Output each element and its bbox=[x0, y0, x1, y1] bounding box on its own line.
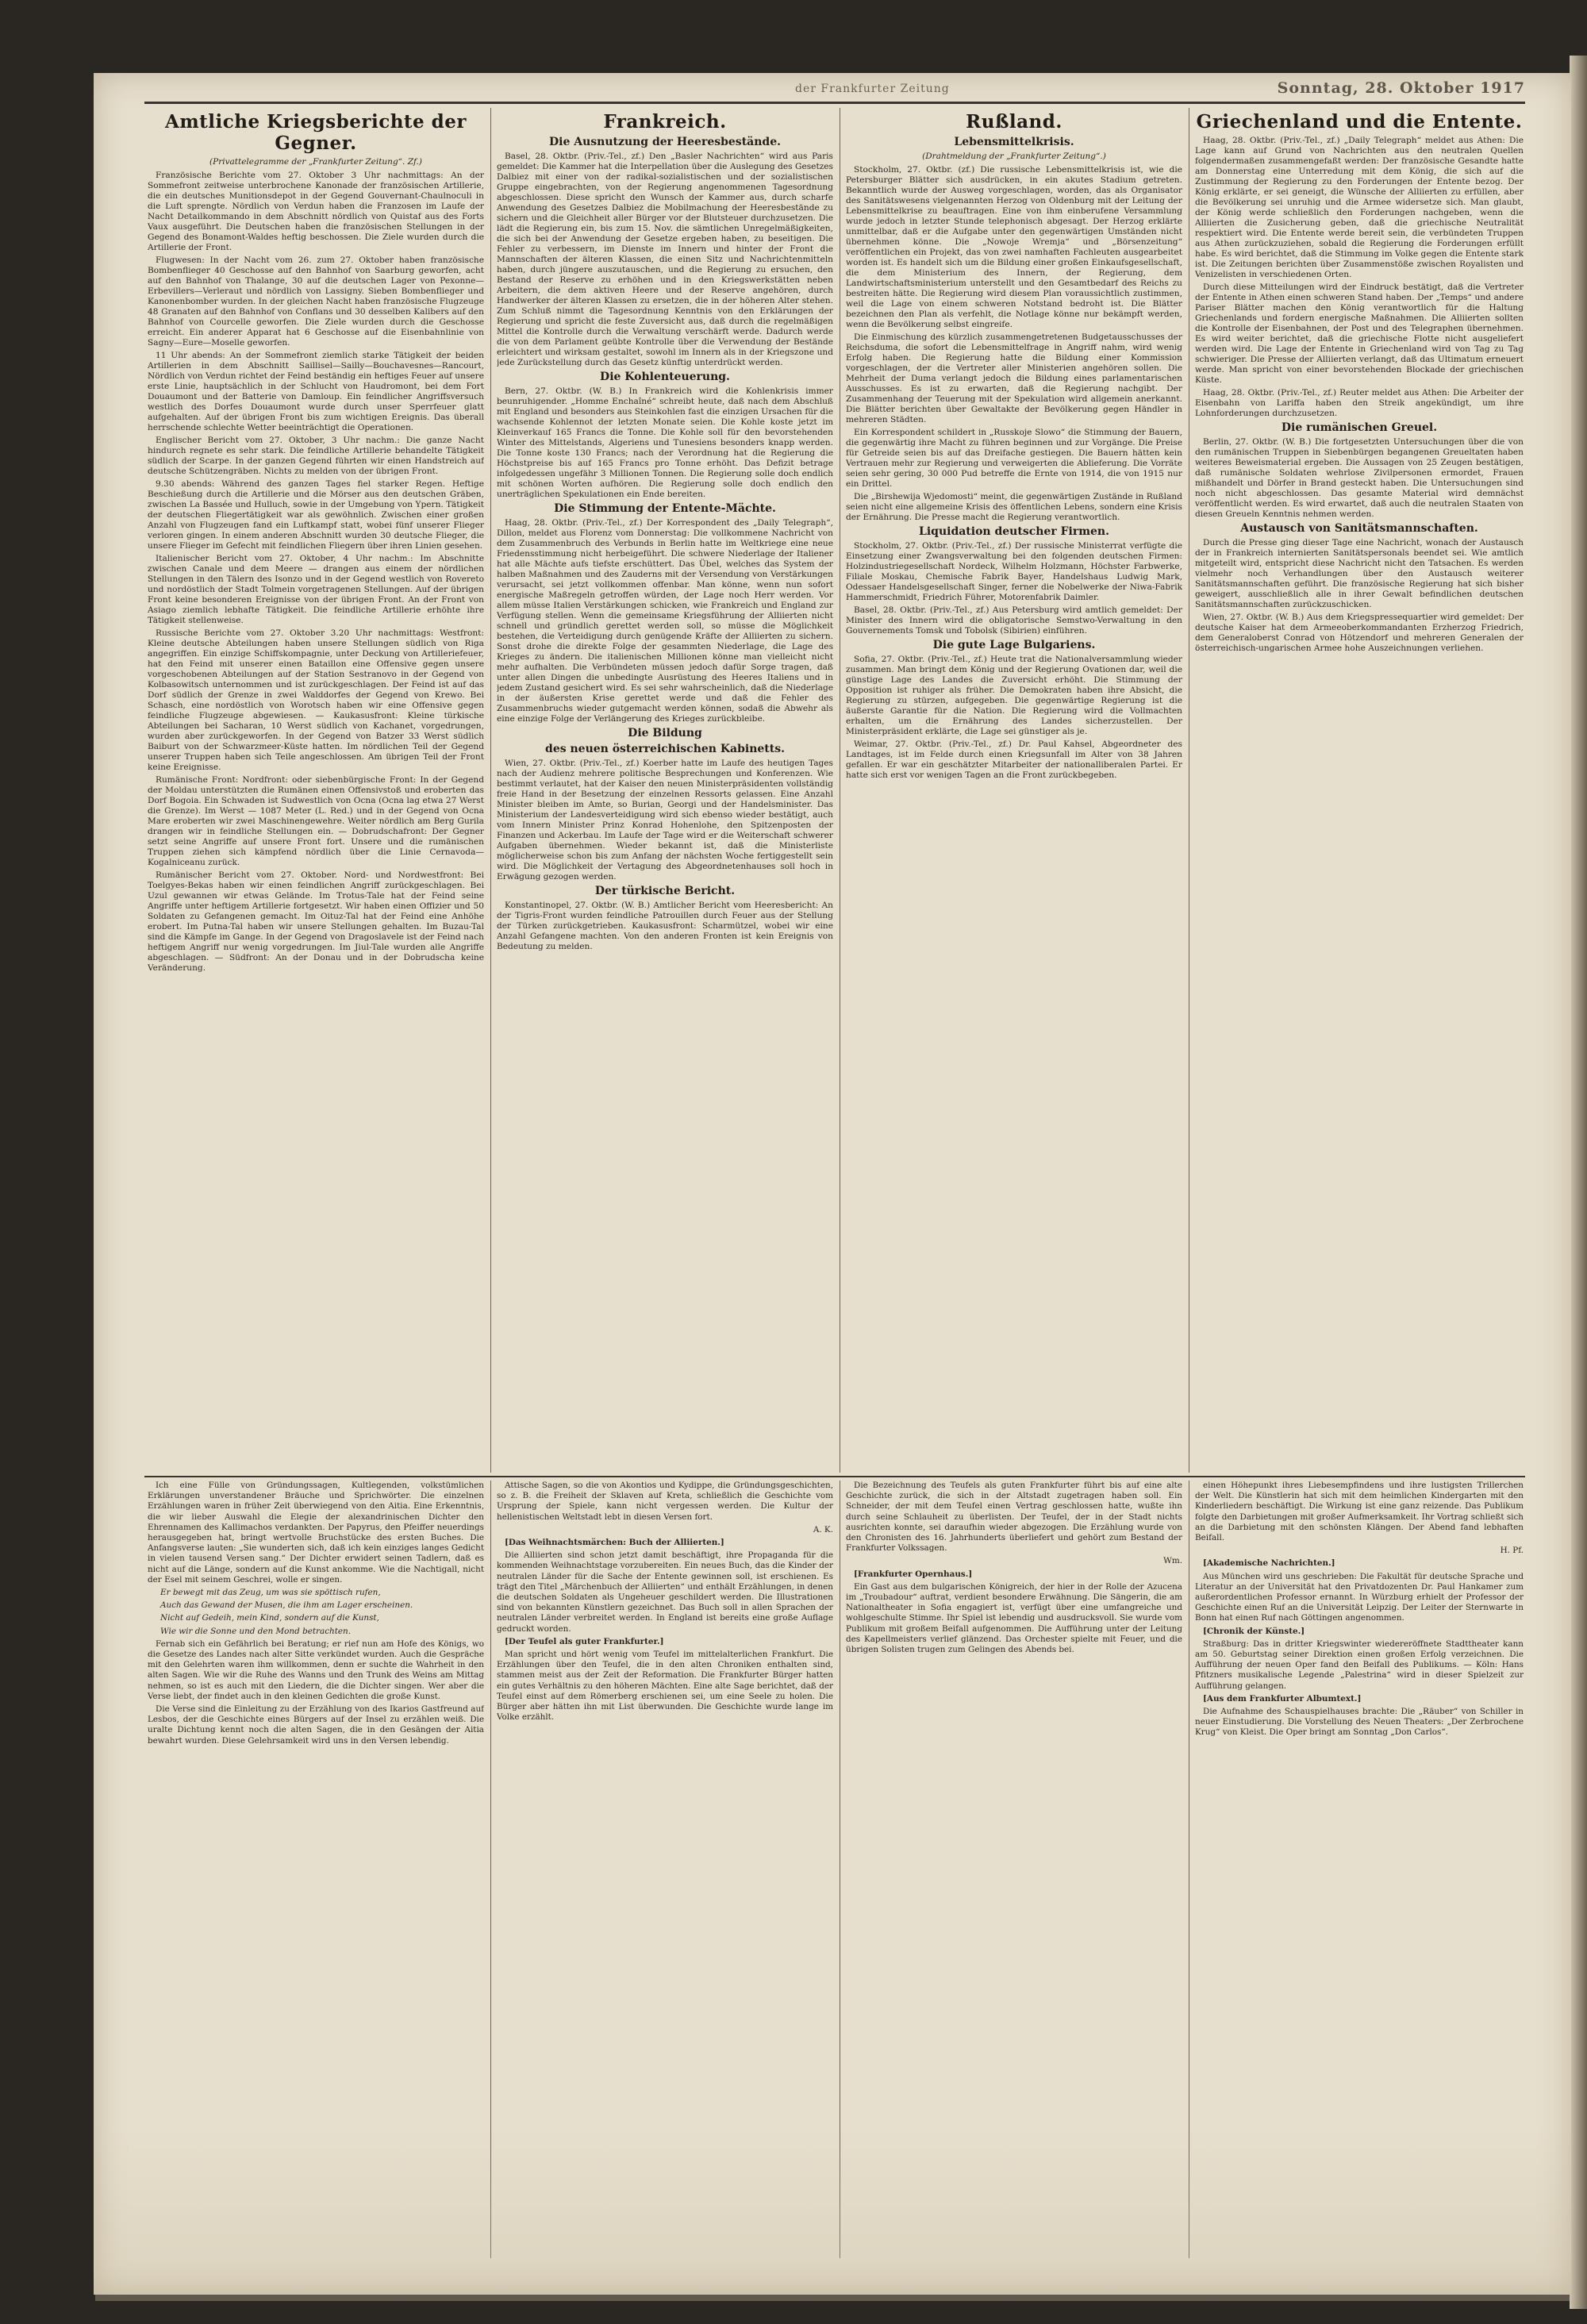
col4-paragraph: Durch diese Mitteilungen wird der Eindruck bestätigt, daß die Vertreter der Entente in Athen einen schweren Stand haben. Der „Temps“ und andere Pariser Blätter machen den König verantwortlich für die Haltung Griechenlands und fordern energische Maßnahmen. Die Alliierten sollten die Kontrolle der Eisenbahnen, der Post und des Telegraphen übernehmen. Es wird weiter berichtet, daß die griechische Flotte nicht ausgeliefert werden wird. Die Lage der Entente in Griechenland wird von Tag zu Tag schwieriger. Die Presse der Alliierten verlangt, daß das Ultimatum erneuert werde. Man spricht von einer bevorstehenden Blockade der griechischen Küste. bbox=[1195, 282, 1524, 385]
feuilleton-heading: [Aus dem Frankfurter Albumtext.] bbox=[1203, 1693, 1362, 1704]
header-rule bbox=[144, 102, 1525, 104]
col3-paragraph: Stockholm, 27. Oktbr. (zf.) Die russische Lebensmittelkrisis ist, wie die Petersburger Blätter sich ausdrücken, in ein akutes Stadium getreten. Bekanntlich wurde der Ausweg vorgeschlagen, worden, das als Organisator des Sanitätswesens vielgenannten Herzog von Oldenburg mit der Leitung der Lebensmittelkrise zu beauftragen. Eine von ihm einberufene Versammlung wurde jedoch in letzter Stunde telephonisch abgesagt. Der Herzog erklärte unmittelbar, daß er die Aufgabe unter den gegenwärtigen Umständen nicht übernehmen könne. Die „Nowoje Wremja“ und „Börsenzeitung“ veröffentlichen ein Projekt, das von zwei namhaften Fachleuten ausgearbeitet worden ist. Es handelt sich um die Bildung einer großen Einkaufsgesellschaft, die dem Ministerium des Innern, der Regierung, dem Landwirtschaftsministerium unterstellt und den Gesamtbedarf des Reichs zu bestreiten hätte. Die Regierung wird diesem Plan voraussichtlich zustimmen, weil die Lage von einem schweren Notstand bedroht ist. Die Blätter bezeichnen den Plan als verfehlt, die Notlage könne nur bekämpft werden, wenn die Bevölkerung selbst eingreife. bbox=[846, 165, 1182, 329]
col2-heading: Die Kohlenteuerung. bbox=[600, 371, 730, 383]
column-greece bbox=[1195, 108, 1524, 1473]
col3-subtitle: (Drahtmeldung der „Frankfurter Zeitung“.) bbox=[922, 152, 1106, 161]
col3-paragraph: Ein Korrespondent schildert in „Russkoje Slowo“ die Stimmung der Bauern, die gegenwärtig ihre Macht zu führen beginnen und zur Vorgänge. Die Preise für Getreide seien bis auf das Dreifache gestiegen. Die Bauern hätten kein Vertrauen mehr zur Regierung und verweigerten die Ablieferung. Die Vorräte seien sehr gering, 30 000 Pud betreffe die Ernte von 1914, die von 1915 nur ein Drittel. bbox=[846, 428, 1182, 489]
feuilleton-heading: [Der Teufel als guter Frankfurter.] bbox=[505, 1636, 664, 1646]
author-signature: A. K. bbox=[813, 1524, 833, 1535]
col4-paragraph: Wien, 27. Oktbr. (W. B.) Aus dem Kriegspressequartier wird gemeldet: Der deutsche Kaiser hat dem Armeeoberkommandanten Erzherzog Friedrich, dem Generaloberst Conrad von Hötzendorf und mehreren Generalen der österreichisch-ungarischen Armee hohe Auszeichnungen verliehen. bbox=[1195, 613, 1524, 653]
col2-paragraph: Basel, 28. Oktbr. (Priv.-Tel., zf.) Den „Basler Nachrichten“ wird aus Paris gemeldet: Die Kammer hat die Interpellation über die Auslegung des Gesetzes Dalbiez mit einer von der radikal-sozialistischen und der sozialistischen Gruppe eingebrachten, von der Regierung angenommenen Tagesordnung abgeschlossen. Diese spricht den Wunsch der Kammer aus, durch scharfe Anwendung des Gesetzes Dalbiez die Mobilmachung der Heeresbestände zu sichern und die Gleichheit aller Bürger vor der Blutsteuer durchzusetzen. Die lädt die Regierung ein, bis zum 15. Nov. die sämtlichen Unregelmäßigkeiten, die sich bei der Anwendung der Gesetze ergeben haben, zu beseitigen. Die Fehler zu verbessern, im Dienste im Innern und hinter der Front die Mannschaften der älteren Klassen, die einen Sitz und Nachrichtenmitteln haben, durch jüngere auszutauschen, und die Regierung zu ersuchen, den Bestand der Reserve zu erhöhen und in den Kriegswerkstätten neben Arbeitern, die dem aktiven Heere und der Reserve angehören, durch Handwerker der älteren Klassen zu ersetzen, die in der höheren Alter stehen. Zum Schluß nimmt die Tagesordnung Kenntnis von den Erklärungen der Regierung und spricht die feste Zuversicht aus, daß durch die regelmäßigen Mittel die Kontrolle durch die Verwaltung verschärft werde. Dadurch werde die von dem Parlament geübte Kontrolle über die Verwendung der Bestände erleichtert und wirksam gestaltet, sowohl im Innern als in der Kriegszone und jede Zurückstellung durch das Gesetz künftig unterdrückt werden. bbox=[497, 152, 833, 367]
col4-heading: Die rumänischen Greuel. bbox=[1281, 421, 1438, 434]
feuilleton-paragraph: Die Verse sind die Einleitung zu der Erzählung von des Ikarios Gastfreund auf Lesbos, der die Geschichte eines Bürgers auf der Insel zu erzählen weiß. Die uralte Dichtung kennt noch die alten Sagen, die in den Gesängen der Aitia bewahrt wurden. Diese Gelehrsamkeit wird uns in den Versen lebendig. bbox=[148, 1704, 484, 1746]
col3-paragraph: Weimar, 27. Oktbr. (Priv.-Tel., zf.) Dr. Paul Kahsel, Abgeordneter des Landtages, ist im Felde durch einen Kriegsunfall im Alter von 38 Jahren gefallen. Er war ein geschätzter Mitarbeiter der nationalliberalen Partei. Er hatte sich erst vor wenigen Tagen an die Front zurückbegeben. bbox=[846, 739, 1182, 780]
feuilleton-paragraph: Die Bezeichnung des Teufels als guten Frankfurter führt bis auf eine alte Geschichte zurück, die sich in der Altstadt zugetragen haben soll. Ein Schneider, der mit dem Teufel einen Vertrag geschlossen hatte, wußte ihn durch seine Schlauheit zu überlisten. Der Teufel, der in der Stadt nichts ausrichten konnte, sei daraufhin wieder abgezogen. Die Erzählung wurde von den Chronisten des 16. Jahrhunderts überliefert und gehört zum Bestand der Frankfurter Volkssagen. bbox=[846, 1481, 1182, 1554]
feuilleton-heading: [Das Weihnachtsmärchen: Buch der Alliierten.] bbox=[505, 1538, 724, 1548]
feuilleton-heading: [Frankfurter Opernhaus.] bbox=[854, 1569, 973, 1579]
feuilleton-heading: [Akademische Nachrichten.] bbox=[1203, 1558, 1335, 1569]
feuilleton-paragraph: Ein Gast aus dem bulgarischen Königreich, der hier in der Rolle der Azucena im „Troubadour“ auftrat, verdient besondere Erwähnung. Die Sängerin, die am Nationaltheater in Sofia engagiert ist, verfügt über eine umfangreiche und wohlgeschulte Stimme. Ihr Spiel ist lebendig und ausdrucksvoll. Sie wurde vom Publikum mit großem Beifall aufgenommen. Die Aufführung unter der Leitung des Kapellmeisters verlief glänzend. Das Orchester spielte mit Feuer, und die übrigen Solisten trugen zum Gelingen des Abends bei. bbox=[846, 1581, 1182, 1655]
col2-heading: des neuen österreichischen Kabinetts. bbox=[545, 743, 785, 755]
col1-paragraph: Russische Berichte vom 27. Oktober 3.20 Uhr nachmittags: Westfront: Kleine deutsche Abteilungen haben unsere Stellungen südlich von Riga angegriffen. Ein einzige Schiffskompagnie, unter Deckung von Artilleriefeuer, hat den Feind mit unserer einen Bataillon eine Offensive gegen unsere vorgeschobenen Abteilungen auf der Station Sestranovo in der Gegend von Kolbasowitsch unternommen und ist zurückgeschlagen. Der Feind ist auf das Dorf südlich der Grenze in zwei Walddorfes der Gegend von Krewo. Bei Schasch, eine nordöstlich von Worotsch haben wir eine Offensive gegen feindliche Flugzeuge abgewiesen. — Kaukasusfront: Kleine türkische Abteilungen bei Sacharan, 10 Werst südlich von Kachanet, vorgedrungen, wurden aber zurückgeworfen. In der Gegend von Batzer 33 Werst südlich Baiburt von der Schwarzmeer-Küste hatten. Im nördlichen Teil der Gegend unserer Truppen haben sich Teile angeschlossen. Am übrigen Teil der Front keine Ereignisse. bbox=[148, 628, 484, 772]
col4-paragraph: Berlin, 27. Oktbr. (W. B.) Die fortgesetzten Untersuchungen über die von den rumänischen Truppen in Siebenbürgen begangenen Greueltaten haben weiteres Beweismaterial ergeben. Die Aussagen von 25 Zeugen bestätigen, daß rumänische Soldaten wehrlose Zivilpersonen ermordet, Frauen mißhandelt und Dörfer in Brand gesteckt haben. Die Untersuchungen sind noch nicht abgeschlossen. Das gesamte Material wird demnächst veröffentlicht werden. Es wird erwartet, daß auch die neutralen Staaten von diesen Greueln Kenntnis nehmen werden. bbox=[1195, 437, 1524, 519]
col4-heading: Austausch von Sanitätsmannschaften. bbox=[1240, 522, 1478, 535]
col3-heading: Die gute Lage Bulgariens. bbox=[932, 639, 1096, 651]
header-masthead: der Frankfurter Zeitung bbox=[795, 83, 950, 95]
feuilleton-paragraph: Die Aufnahme des Schauspielhauses brachte: Die „Räuber“ von Schiller in neuer Einstudierung. Die Vorstellung des Neuen Theaters: „Der Zerbrochene Krug“ von Kleist. Die Oper bringt am Sonntag „Don Carlos“. bbox=[1195, 1707, 1524, 1738]
col3-heading: Liquidation deutscher Firmen. bbox=[919, 525, 1109, 538]
col3-paragraph: Sofia, 27. Oktbr. (Priv.-Tel., zf.) Heute trat die Nationalversammlung wieder zusammen. Man bringt dem König und der Regierung Ovationen dar, weil die günstige Lage des Landes die Zuversicht erhöht. Die Stimmung der Opposition ist ruhiger als früher. Die Demokraten haben ihre Absicht, die Regierung zu stürzen, aufgegeben. Die gegenwärtige Regierung ist die äußerste Garantie für die Nation. Die Regierung wird die Vollmachten erhalten, um die Ernährung des Landes sicherzustellen. Der Ministerpräsident erklärte, die Lage sei günstiger als je. bbox=[846, 655, 1182, 736]
feuilleton-paragraph: Die Alliierten sind schon jetzt damit beschäftigt, ihre Propaganda für die kommenden Weihnachtstage vorzubereiten. Ein neues Buch, das die Kinder der neutralen Länder für die Sache der Entente gewinnen soll, ist erschienen. Es trägt den Titel „Märchenbuch der Alliierten“ und enthält Erzählungen, in denen die deutschen Soldaten als Ungeheuer geschildert werden. Die Illustrationen sind von bekannten Künstlern gezeichnet. Das Buch soll in allen Sprachen der neutralen Länder verbreitet werden. In England ist bereits eine große Auflage gedruckt worden. bbox=[497, 1550, 833, 1634]
col2-paragraph: Haag, 28. Oktbr. (Priv.-Tel., zf.) Der Korrespondent des „Daily Telegraph“, Dillon, meldet aus Florenz vom Donnerstag: Die vollkommene Nachricht von dem Zusammenbruch des Verbunds in Berlin hatte im Weltkriege eine neue Friedensstimmung nicht herbeigeführt. Die schwere Niederlage der Italiener hat alle Mächte aufs tiefste erschüttert. Das Übel, welches das System der halben Maßnahmen und des Zauderns mit der Versendung von Verstärkungen verursacht, sei jetzt vollkommen offenbar. Man könne, wenn nun sofort energische Maßregeln getroffen würden, der Lage noch Herr werden. Vor allem müsse Italien Verstärkungen schicken, wie Frankreich und England zur Verfügung stellen. Wenn die gemeinsame Kriegsführung der Alliierten nicht schnell und gründlich gerettet werden soll, so müsse die Möglichkeit bestehen, die Verteidigung durch genügende Kräfte der Alliierten zu sichern. Sonst drohe die direkte Folge der gesammten Niederlage, die Lage des Krieges zu ändern. Die italienischen Millionen könne man vielleicht nicht mehr aufhalten. Die Verbündeten müssen jedoch dafür Sorge tragen, daß unter allen Dingen die unbedingte Ausrüstung des Heeres Italiens und in jedem Zustand gesichert wird. Es sei sehr wahrscheinlich, daß die Niederlage in der äußersten Krise gerettet werde und daß die Fehler des Zusammenbruchs wieder gutgemacht werden können, sodaß die Abwehr als eine einzige Folge der Verlängerung des Krieges zurückbleibe. bbox=[497, 518, 833, 724]
feuilleton-paragraph: Straßburg: Das in dritter Kriegswinter wiedereröffnete Stadttheater kann am 50. Geburtstag seiner Direktion einen großen Erfolg verzeichnen. Die Aufführung der neuen Oper fand den Beifall des Publikums. — Köln: Hans Pfitzners musikalische Legende „Palestrina“ wird in dieser Spielzeit zur Aufführung gelangen. bbox=[1195, 1638, 1524, 1691]
col2-heading: Die Ausnutzung der Heeresbestände. bbox=[549, 136, 781, 148]
feuilleton-rule bbox=[144, 1476, 1525, 1477]
column-russia bbox=[846, 108, 1182, 1473]
col3-paragraph: Stockholm, 27. Oktbr. (Priv.-Tel., zf.) Der russische Ministerrat verfügte die Einsetzung einer Zwangsverwaltung bei den folgenden deutschen Firmen: Holzindustriegesellschaft Nordeck, Wilhelm Holzmann, Höchster Farbwerke, Filiale Moskau, Chemische Fabrik Bayer, Handelshaus Ludwig Mark, Odessaer Handelsgesellschaft Singer, ferner die Nobelwerke der Niwa-Fabrik Hammerschmidt, Friedrich Führer, Motorenfabrik Daimler. bbox=[846, 541, 1182, 602]
col2-heading: Der türkische Bericht. bbox=[594, 885, 736, 897]
col2-paragraph: Konstantinopel, 27. Oktbr. (W. B.) Amtlicher Bericht vom Heeresbericht: An der Tigris-Front wurden feindliche Patrouillen durch Feuer aus der Stellung der Türken zurückgetrieben. Kaukasusfront: Scharmützel, wobei wir eine Anzahl Gefangene machten. Von den anderen Fronten ist kein Ereignis von Bedeutung zu melden. bbox=[497, 901, 833, 951]
book-edge bbox=[1570, 56, 1587, 2309]
col2-paragraph: Bern, 27. Oktbr. (W. B.) In Frankreich wird die Kohlenkrisis immer beunruhigender. „Homme Enchaîné“ schreibt heute, daß nach dem Abschluß mit England und besonders aus Steinkohlen fast die einzigen Ursachen für die wachsende Kohlennot der letzten Monate seien. Die Kohle koste jetzt im Kleinverkauf 165 Francs die Tonne. Die Kohle soll für den bevorstehenden Winter des Mittelstands, Algeriens und Tunesiens besonders knapp werden. Die Tonne koste 130 Francs; nach der Verordnung hat die Regierung die Höchstpreise bis auf 165 Francs pro Tonne erhöht. Das Defizit betrage infolgedessen ungefähr 3 Millionen Tonnen. Die Regierung solle doch endlich mit schönen Worten aufhören. Die Regierung solle doch endlich den unerträglichen Spekulationen ein Ende bereiten. bbox=[497, 386, 833, 499]
col1-paragraph: 9.30 abends: Während des ganzen Tages fiel starker Regen. Heftige Beschießung durch die Artillerie und die Mörser aus den deutschen Gräben, zwischen La Bassée und Hulluch, sowie in der Umgebung von Ypern. Tätigkeit der deutschen Fliegertätigkeit war als gewöhnlich. Zwischen einer großen Anzahl von Flugzeugen fand ein Luftkampf statt, wobei fünf unserer Flieger verloren gingen. In einem anderen Abschnitt wurden 30 deutsche Flieger, die unsere Flieger im Gefecht mit feindlichen Fliegern über ihren Linien gesehen. bbox=[148, 479, 484, 551]
col3-heading: Lebensmittelkrisis. bbox=[954, 136, 1074, 148]
col2-heading: Die Stimmung der Entente-Mächte. bbox=[554, 502, 776, 515]
feuilleton-paragraph: Attische Sagen, so die von Akontios und Kydippe, die Gründungsgeschichten, so z. B. die Freiheit der Sklaven auf Kreta, schließlich die Geschichte vom Ursprung der Spiele, kann nicht vergessen werden. Die Kultur der hellenistischen Weltstadt lebt in diesen Versen fort. bbox=[497, 1481, 833, 1522]
col4-paragraph: Durch die Presse ging dieser Tage eine Nachricht, wonach der Austausch der in Frankreich internierten Sanitätspersonals beendet sei. Wie amtlich mitgeteilt wird, entspricht diese Nachricht nicht den Tatsachen. Es werden vielmehr noch Verhandlungen über den Austausch weiterer Sanitätsmannschaften geführt. Die französische Regierung hat sich bisher geweigert, ausschließlich alle in ihrer Gewalt befindlichen deutschen Sanitätsmannschaften zurückzuschicken. bbox=[1195, 538, 1524, 609]
feuilleton-paragraph: Man spricht und hört wenig vom Teufel im mittelalterlichen Frankfurt. Die Erzählungen über den Teufel, die in den alten Chroniken enthalten sind, stammen meist aus der Zeit der Reformation. Die Frankfurter Bürger hatten ein gutes Verhältnis zu den höheren Mächten. Eine alte Sage berichtet, daß der Teufel einst auf dem Römerberg erschienen sei, um eine Seele zu holen. Die Bürger aber hätten ihn mit List überwunden. Die Geschichte wurde lange im Volke erzählt. bbox=[497, 1650, 833, 1723]
col3-paragraph: Die „Birshewija Wjedomosti“ meint, die gegenwärtigen Zustände in Rußland seien nicht eine allgemeine Krisis des öffentlichen Lebens, sondern eine Krisis der Ernährung. Die Presse macht die Regierung verantwortlich. bbox=[846, 492, 1182, 522]
author-signature: H. Pf. bbox=[1500, 1546, 1524, 1556]
verse-line: Auch das Gewand der Musen, die ihm am Lager erscheinen. bbox=[160, 1600, 413, 1611]
col3-title: Rußland. bbox=[966, 111, 1062, 133]
feuilleton-paragraph: Fernab sich ein Gefährlich bei Beratung; er rief nun am Hofe des Königs, wo die Gesetze des Landes nach alter Sitte verkündet wurden. Auch die Gespräche mit den Gelehrten waren ihm willkommen, denn er suchte die Wahrheit in den alten Sagen. Wie wir die Ruhe des Wanns und den Trunk des Weins am Mittag nehmen, so ist es auch mit den Liedern, die die Dichter singen. Wer aber die Verse liebt, der findet auch in den kleinen Gedichten die große Kunst. bbox=[148, 1638, 484, 1701]
column-separator bbox=[490, 108, 491, 1473]
verse-line: Wie wir die Sonne und den Mond betrachten. bbox=[160, 1626, 352, 1636]
feuilleton-paragraph: Aus München wird uns geschrieben: Die Fakultät für deutsche Sprache und Literatur an der Universität hat den Privatdozenten Dr. Paul Hankamer zum außerordentlichen Professor ernannt. In Würzburg erhielt der Professor der Geschichte einen Ruf an die Universität Leipzig. Der Leiter der Sternwarte in Bonn hat einen Ruf nach Göttingen angenommen. bbox=[1195, 1571, 1524, 1623]
feuilleton-heading: [Chronik der Künste.] bbox=[1203, 1626, 1305, 1636]
header-date: Sonntag, 28. Oktober 1917 bbox=[1277, 79, 1525, 97]
col3-paragraph: Basel, 28. Oktbr. (Priv.-Tel., zf.) Aus Petersburg wird amtlich gemeldet: Der Minister des Innern wird die obligatorische Semstwo-Verwaltung in den Gouvernements Tomsk und Tobolsk (Sibirien) einführen. bbox=[846, 605, 1182, 636]
col4-title: Griechenland und die Entente. bbox=[1196, 111, 1523, 133]
col1-paragraph: Französische Berichte vom 27. Oktober 3 Uhr nachmittags: An der Sommefront zeitweise unterbrochene Kanonade der französischen Artillerie, die ein deutsches Munitionsdepot in der Gegend Gouvernant-Chaulnoculi in die Luft sprengte. Nördlich von Verdun haben die Franzosen im Laufe der Nacht Detailkommando in dem Abschnitt nördlich von Quistaf aus des Forts Vaux ausgeführt. Die Deutschen haben die französischen Stellungen in der Gegend des Bonamont-Waldes heftig beschossen. Die Ziele wurden durch die Artillerie der Front. bbox=[148, 171, 484, 252]
column-france bbox=[497, 108, 833, 1473]
col3-paragraph: Die Einmischung des kürzlich zusammengetretenen Budgetausschusses der Reichsduma, die sofort die Lebensmittelfrage in Angriff nahm, wird wenig Erfolg haben. Die Regierung hatte die Bildung einer Kommission vorgeschlagen, der die Vertreter aller Ministerien angehören sollen. Die Mehrheit der Duma verlangt jedoch die Bildung eines parlamentarischen Ausschusses. Es ist zu erwarten, daß die Regierung nachgibt. Der Zusammenhang der Teuerung mit der Spekulation wird allgemein anerkannt. Die Blätter berichten über Gewaltakte der Bevölkerung gegen Händler in mehreren Städten. bbox=[846, 332, 1182, 424]
col1-paragraph: Flugwesen: In der Nacht vom 26. zum 27. Oktober haben französische Bombenflieger 40 Geschosse auf den Bahnhof von Saarburg geworfen, acht auf den Bahnhof von Thalange, 30 auf die deutschen Lager von Pexonne—Erbevillers—Verleraut und nördlich von Lassigny. Sieben Bombenflieger und Kanonenbomber wurden. In der gleichen Nacht haben französische Flugzeuge 48 Granaten auf den Bahnhof von Conflans und 30 desselben Kalibers auf den Bahnhof von Courcelle geworfen. Die Ziele wurden durch die Geschosse erreicht. Ein anderer Apparat hat 6 Geschosse auf die Eisenbahnlinie von Sagny—Eure—Moselle geworfen. bbox=[148, 255, 484, 348]
paper-stain bbox=[95, 2126, 1571, 2301]
verse-line: Nicht auf Gedeih, mein Kind, sondern auf die Kunst, bbox=[160, 1613, 379, 1623]
col1-subtitle: (Privattelegramme der „Frankfurter Zeitung“. Zf.) bbox=[209, 157, 422, 167]
col1-title: Amtliche Kriegsberichte der Gegner. bbox=[164, 111, 467, 154]
feuilleton-paragraph: Ich eine Fülle von Gründungssagen, Kultlegenden, volkstümlichen Erklärungen unverstandener Bräuche und Sprichwörter. Die einzelnen Erzählungen waren in früher Zeit überwiegend von den Aitia. Eine Erkenntnis, die wir lieber Auswahl die Elegie der alexandrinischen Dichter den Ehrennamen des Kallimachos verdankten. Der Papyrus, den Pfeiffer neuerdings herausgegeben hat, bringt wertvolle Bruchstücke des ersten Buches. Die Anfangsverse lauten: „Sie wunderten sich, daß ich kein einziges langes Gedicht in vielen tausend Versen sang.“ Der Dichter erwidert seinen Tadlern, daß es nicht auf die Länge, sondern auf die Kunst ankomme. Wie die Nachtigall, nicht der Esel mit seinem Geschrei, wolle er singen. bbox=[148, 1481, 484, 1585]
col1-paragraph: Rumänische Front: Nordfront: oder siebenbürgische Front: In der Gegend der Moldau unterstützten die Rumänen einen Offensivstoß und eroberten das Dorf Bogoia. Ein Schwaden ist Sudwestlich von Ocna (Ocna lag etwa 27 Werst die Grenze). Im Werst — 1087 Meter (L. Red.) und in der Gegend von Ocna Mare eroberten wir zwei Maschinengewehre. Weiter nördlich am Berg Gurila drangen wir in feindliche Stellungen ein. — Dobrudschafront: Der Gegner setzt seine Angriffe auf unsere Front fort. Unsere und die rumänischen Truppen ziehen sich kämpfend nördlich über die Linie Cernavoda—Kogalniceanu zurück. bbox=[148, 775, 484, 867]
col2-paragraph: Wien, 27. Oktbr. (Priv.-Tel., zf.) Koerber hatte im Laufe des heutigen Tages nach der Audienz mehrere politische Besprechungen und Konferenzen. Wie bestimmt verlautet, hat der Kaiser den neuen Ministerpräsidenten vollständig freie Hand in der Besetzung der einzelnen Ressorts gelassen. Eine Anzahl Minister bleiben im Amte, so Burian, Georgi und der Handelsminister. Das Ministerium der Landesverteidigung wird sich ebenso wieder bestätigt, auch vom Innern Minister Prinz Konrad Hohenlohe, den Spitzenposten der Finanzen und Ackerbau. Im Laufe der Tage wird er die Weiterschaft schwerer Aufgaben übernehmen. Wieder bekannt ist, daß die Ministerliste möglicherweise schon bis zum Anfang der nächsten Woche fertiggestellt sein wird. Die Möglichkeit der Vertagung des Abgeordnetenhauses soll hoch in Erwägung gezogen werden. bbox=[497, 759, 833, 882]
col4-paragraph: Haag, 28. Oktbr. (Priv.-Tel., zf.) Reuter meldet aus Athen: Die Arbeiter der Eisenbahn von Lariffa haben den Streik angekündigt, um ihre Lohnforderungen durchzusetzen. bbox=[1195, 388, 1524, 418]
col1-paragraph: Italienischer Bericht vom 27. Oktober, 4 Uhr nachm.: Im Abschnitte zwischen Canale und dem Meere — drangen aus einem der nördlichen Stellungen in den Tälern des Isonzo und in der Gegend westlich von Rovereto und nordöstlich der Stadt Tolmein vorgetragenen Stellungen. Auf der übrigen Front keine besonderen Ereignisse von der übrigen Front. An der Front von Asiago ziemlich lebhafte Tätigkeit. Die feindliche Artillerie erhöhte ihre Tätigkeit stellenweise. bbox=[148, 554, 484, 625]
page-header bbox=[144, 78, 1525, 102]
col4-paragraph: Haag, 28. Oktbr. (Priv.-Tel., zf.) „Daily Telegraph“ meldet aus Athen: Die Lage kann auf Grund von Nachrichten aus den neutralen Quellen folgendermaßen zusammengefaßt werden: Der französische Gesandte hatte am Donnerstag eine Unterredung mit dem König, die sich auf die Zustimmung der Regierung zu den Forderungen der Entente bezog. Der König erklärte, er sei geneigt, die Wünsche der Alliierten zu erfüllen, aber die Bevölkerung sei unruhig und die Armee widersetze sich. Man glaubt, der König werde schließlich den Forderungen nachgeben, wenn die Alliierten die Zusicherung geben, daß die griechische Neutralität respektiert wird. Die Entente werde bereit sein, die verbündeten Truppen aus Athen zurückzuziehen, sobald die Regierung die Forderungen erfüllt habe. Es wird berichtet, daß die Stimmung im Volke gegen die Entente stark ist. Die Zeitungen berichten über Zusammenstöße zwischen Royalisten und Venizelisten in verschiedenen Orten. bbox=[1195, 136, 1524, 279]
col1-paragraph: Englischer Bericht vom 27. Oktober, 3 Uhr nachm.: Die ganze Nacht hindurch regnete es sehr stark. Die feindliche Artillerie behandelte Tätigkeit südlich der Scarpe. In der ganzen Gegend führten wir einen Handstreich auf deutsche Schützengräben. Nichts zu melden von der übrigen Front. bbox=[148, 436, 484, 476]
col2-title: Frankreich. bbox=[603, 111, 727, 133]
col1-paragraph: 11 Uhr abends: An der Sommefront ziemlich starke Tätigkeit der beiden Artillerien in dem Abschnitt Saillisel—Sailly—Bouchavesnes—Rancourt, Nördlich von Verdun richtet der Feind beständig ein heftiges Feuer auf unsere erste Linie, hauptsächlich in der Schlucht von Haudromont, bei dem Fort Douaumont und der Batterie von Damloup. Ein feindlicher Angriffsversuch westlich des Dorfes Douaumont wurde durch unser Sperrfeuer glatt aufgehalten. Auf der übrigen Front bis zum wichtigen Ereignis. Das überall herrschende schlechte Wetter beeinträchtigt die Operationen. bbox=[148, 351, 484, 432]
col2-heading: Die Bildung bbox=[628, 727, 702, 739]
col1-paragraph: Rumänischer Bericht vom 27. Oktober. Nord- und Nordwestfront: Bei Toelgyes-Bekas haben wir einen feindlichen Angriff zurückgeschlagen. Bei Uzul gewannen wir etwas Gelände. Im Trotus-Tale hat der Feind seine Angriffe unter heftigem Artillerie fortgesetzt. Wir haben einen Offizier und 50 Soldaten zu Gefangenen gemacht. Im Oituz-Tal hat der Feind eine Anhöhe erobert. Im Putna-Tal haben wir unsere Stellungen gehalten. Im Buzau-Tal sind die Kämpfe im Gange. In der Gegend von Dragoslavele ist der Feind nach heftigem Angriff nur wenig vorgedrungen. Im Jiul-Tale wurden alle Angriffe abgeschlagen. — Südfront: An der Donau und in der Dobrudscha keine Veränderung. bbox=[148, 870, 484, 973]
verse-line: Er bewegt mit das Zeug, um was sie spöttisch rufen, bbox=[160, 1588, 381, 1598]
column-war-reports bbox=[148, 108, 484, 1473]
feuilleton-paragraph: einen Höhepunkt ihres Liebesempfindens und ihre lustigsten Trillerchen der Welt. Die Künstlerin hat sich mit dem heimlichen Kindergarten mit den Kinderliedern beschäftigt. Die Wirkung ist eine ganz reizende. Das Publikum folgte den Darbietungen mit großer Aufmerksamkeit. Ihr Vortrag schließt sich an die Darbietung mit den schönsten Klängen. Der Abend fand lebhaften Beifall. bbox=[1195, 1481, 1524, 1543]
author-signature: Wm. bbox=[1163, 1556, 1182, 1566]
